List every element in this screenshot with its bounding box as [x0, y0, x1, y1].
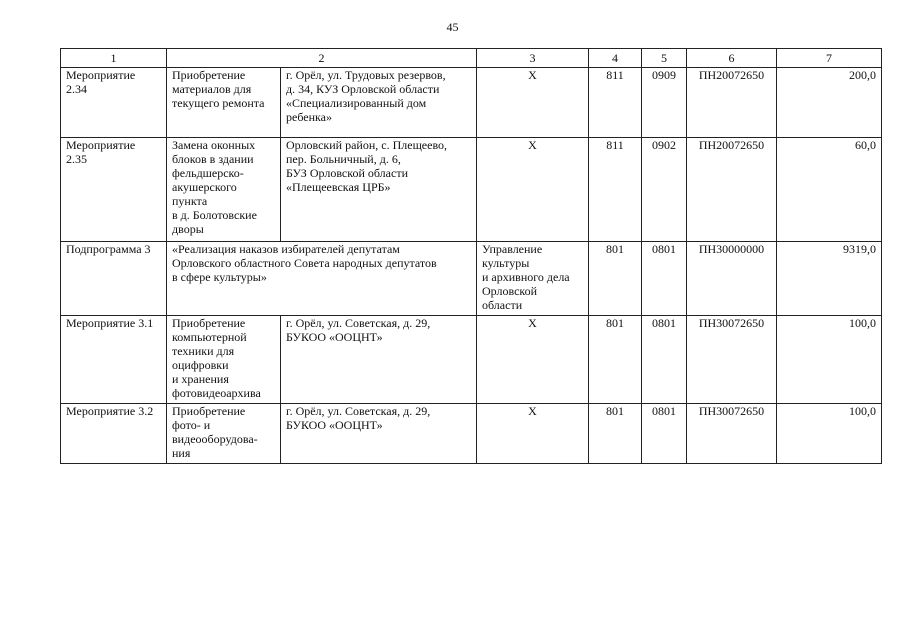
row-col6: ПН30000000 [687, 242, 777, 316]
column-header: 3 [477, 49, 589, 68]
row-description: Замена оконных блоков в здании фельдшерско- акушерского пункта в д. Болотовские дворы [167, 138, 281, 242]
column-header: 1 [61, 49, 167, 68]
row-col4: 801 [589, 242, 642, 316]
row-col5: 0801 [642, 242, 687, 316]
row-col5: 0902 [642, 138, 687, 242]
row-col3: Х [477, 138, 589, 242]
row-name: Мероприятие 3.2 [61, 404, 167, 464]
row-address: г. Орёл, ул. Советская, д. 29, БУКОО «ООЦНТ» [281, 316, 477, 404]
row-col7: 200,0 [777, 68, 882, 138]
row-name: Мероприятие 2.35 [61, 138, 167, 242]
row-col4: 801 [589, 404, 642, 464]
row-col7: 100,0 [777, 316, 882, 404]
row-col6: ПН30072650 [687, 404, 777, 464]
row-col7: 9319,0 [777, 242, 882, 316]
row-col3: Х [477, 68, 589, 138]
row-col7: 100,0 [777, 404, 882, 464]
row-name: Мероприятие 3.1 [61, 316, 167, 404]
row-col7: 60,0 [777, 138, 882, 242]
row-name: Мероприятие 2.34 [61, 68, 167, 138]
row-col4: 811 [589, 68, 642, 138]
row-address: г. Орёл, ул. Советская, д. 29, БУКОО «ООЦНТ» [281, 404, 477, 464]
row-col4: 801 [589, 316, 642, 404]
row-description: Приобретение материалов для текущего ремонта [167, 68, 281, 138]
row-col6: ПН20072650 [687, 68, 777, 138]
row-col3: Х [477, 404, 589, 464]
row-col5: 0801 [642, 404, 687, 464]
table-row [61, 242, 882, 316]
column-header: 2 [167, 49, 477, 68]
row-description: Приобретение компьютерной техники для оцифровки и хранения фотовидеоархива [167, 316, 281, 404]
row-name: Подпрограмма 3 [61, 242, 167, 316]
table-row [61, 138, 882, 242]
row-col6: ПН20072650 [687, 138, 777, 242]
row-col5: 0909 [642, 68, 687, 138]
column-header: 5 [642, 49, 687, 68]
page-number: 45 [446, 20, 459, 34]
row-address: г. Орёл, ул. Трудовых резервов, д. 34, КУЗ Орловской области «Специализированный дом ребенка» [281, 68, 477, 138]
row-col3: Х [477, 316, 589, 404]
table-header-row [61, 49, 882, 68]
column-header: 4 [589, 49, 642, 68]
row-col5: 0801 [642, 316, 687, 404]
row-description: «Реализация наказов избирателей депутатам Орловского областного Совета народных депутатов в сфере культуры» [167, 242, 477, 316]
table-row [61, 404, 882, 464]
row-col4: 811 [589, 138, 642, 242]
table-row [61, 316, 882, 404]
budget-table [60, 48, 882, 464]
row-col3: Управление культуры и архивного дела Орловской области [477, 242, 589, 316]
row-col6: ПН30072650 [687, 316, 777, 404]
column-header: 7 [777, 49, 882, 68]
column-header: 6 [687, 49, 777, 68]
row-address: Орловский район, с. Плещеево, пер. Больничный, д. 6, БУЗ Орловской области «Плещеевская ЦРБ» [281, 138, 477, 242]
table-row [61, 68, 882, 138]
row-description: Приобретение фото- и видеооборудова- ния [167, 404, 281, 464]
